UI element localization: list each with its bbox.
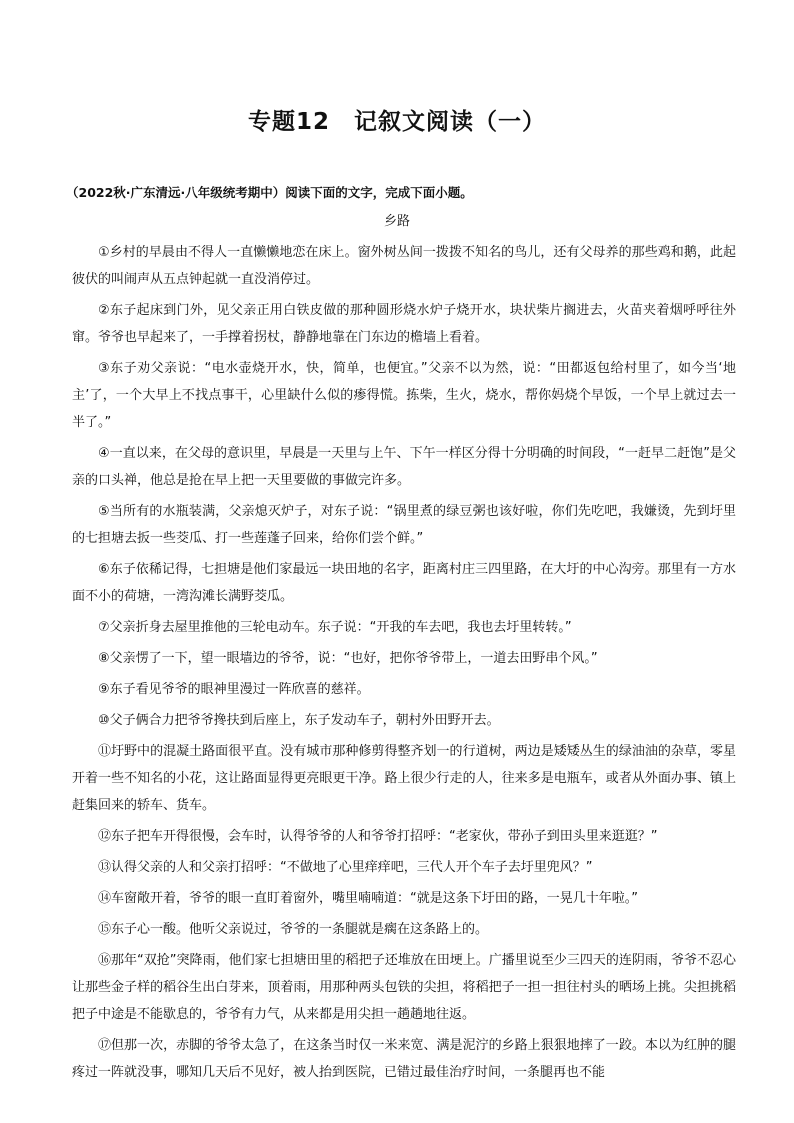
article-title: 乡路 (383, 214, 410, 229)
question-source-line: （2022秋·广东清远·八年级统考期中）阅读下面的文字，完成下面小题。 (66, 185, 473, 200)
paragraph-1: ①乡村的早晨由不得人一直懒懒地恋在床上。窗外树丛间一拨拨不知名的鸟儿，还有父母养的那些鸡和鹅，此起彼伏的叫闹声从五点钟起就一直没消停过。 (72, 245, 736, 287)
paragraph-12: ⑫东子把车开得很慢，会车时，认得爷爷的人和爷爷打招呼：“老家伙，带孙子到田头里来逛逛？” (98, 829, 658, 844)
paragraph-17: ⑰但那一次，赤脚的爷爷太急了，在这条当时仅一米来宽、满是泥泞的乡路上狠狠地摔了一跤。本以为红肿的腿疼过一阵就没事，哪知几天后不见好，被人抬到医院，已错过最佳治疗时间，一条腿再也不能 (72, 1038, 736, 1080)
paragraph-4: ④一直以来，在父母的意识里，早晨是一天里与上午、下午一样区分得十分明确的时间段，“一赶早二赶饱”是父亲的口头禅，他总是抢在早上把一天里要做的事做完许多。 (72, 446, 736, 488)
paragraph-3: ③东子劝父亲说：“电水壶烧开水，快，简单，也便宜。”父亲不以为然，说：“田都返包给村里了，如今当‘地主’了，一个大早上不找点事干，心里缺什么似的瘆得慌。拣柴，生火，烧水，帮你妈烧个早饭，一个早上就过去一半了。” (72, 361, 736, 430)
paragraph-7: ⑦父亲折身去屋里推他的三轮电动车。东子说：“开我的车去吧，我也去圩里转转。” (98, 620, 572, 635)
paragraph-8: ⑧父亲愣了一下，望一眼墙边的爷爷，说：“也好，把你爷爷带上，一道去田野串个风。” (98, 651, 598, 666)
article-body (72, 239, 736, 1090)
paragraph-9: ⑨东子看见爷爷的眼神里漫过一阵欣喜的慈祥。 (98, 682, 370, 697)
paragraph-2: ②东子起床到门外，见父亲正用白铁皮做的那种圆形烧水炉子烧开水，块状柴片搁进去，火苗夹着烟呼呼往外窜。爷爷也早起来了，一手撑着拐杖，静静地靠在门东边的檐墙上看着。 (72, 303, 736, 345)
paragraph-10: ⑩父子俩合力把爷爷搀扶到后座上，东子发动车子，朝村外田野开去。 (98, 713, 500, 728)
paragraph-15: ⑮东子心一酸。他听父亲说过，爷爷的一条腿就是瘸在这条路上的。 (98, 922, 489, 937)
paragraph-5: ⑤当所有的水瓶装满，父亲熄灭炉子，对东子说：“锅里煮的绿豆粥也该好啦，你们先吃吧，我嫌烫，先到圩里的七担塘去扳一些茭瓜、打一些莲蓬子回来，给你们尝个鲜。” (72, 504, 736, 546)
page-title: 专题12 记叙文阅读（一） (247, 109, 546, 135)
paragraph-13: ⑬认得父亲的人和父亲打招呼：“不做地了心里痒痒吧，三代人开个车子去圩里兜风？” (98, 860, 593, 875)
paragraph-16: ⑯那年“双抢”突降雨，他们家七担塘田里的稻把子还堆放在田埂上。广播里说至少三四天的连阴雨，爷爷不忍心让那些金子样的稻谷生出白芽来，顶着雨，用那种两头包铁的尖担，将稻把子一担一担往村头的晒场上挑。尖担挑稻把子中途是不能歇息的，爷爷有力气，从来都是用尖担一趟趟地往返。 (72, 953, 736, 1022)
paragraph-14: ⑭车窗敞开着，爷爷的眼一直盯着窗外，嘴里喃喃道：“就是这条下圩田的路，一晃几十年啦。” (98, 891, 638, 906)
paragraph-6: ⑥东子依稀记得，七担塘是他们家最远一块田地的名字，距离村庄三四里路，在大圩的中心沟旁。那里有一方水面不小的荷塘，一湾沟滩长满野茭瓜。 (72, 562, 736, 604)
paragraph-11: ⑪圩野中的混凝土路面很平直。没有城市那种修剪得整齐划一的行道树，两边是矮矮丛生的绿油油的杂草，零星开着一些不知名的小花，这让路面显得更亮眼更干净。路上很少行走的人，往来多是电瓶车，或者从外面办事、镇上赶集回来的轿车、货车。 (72, 744, 736, 813)
